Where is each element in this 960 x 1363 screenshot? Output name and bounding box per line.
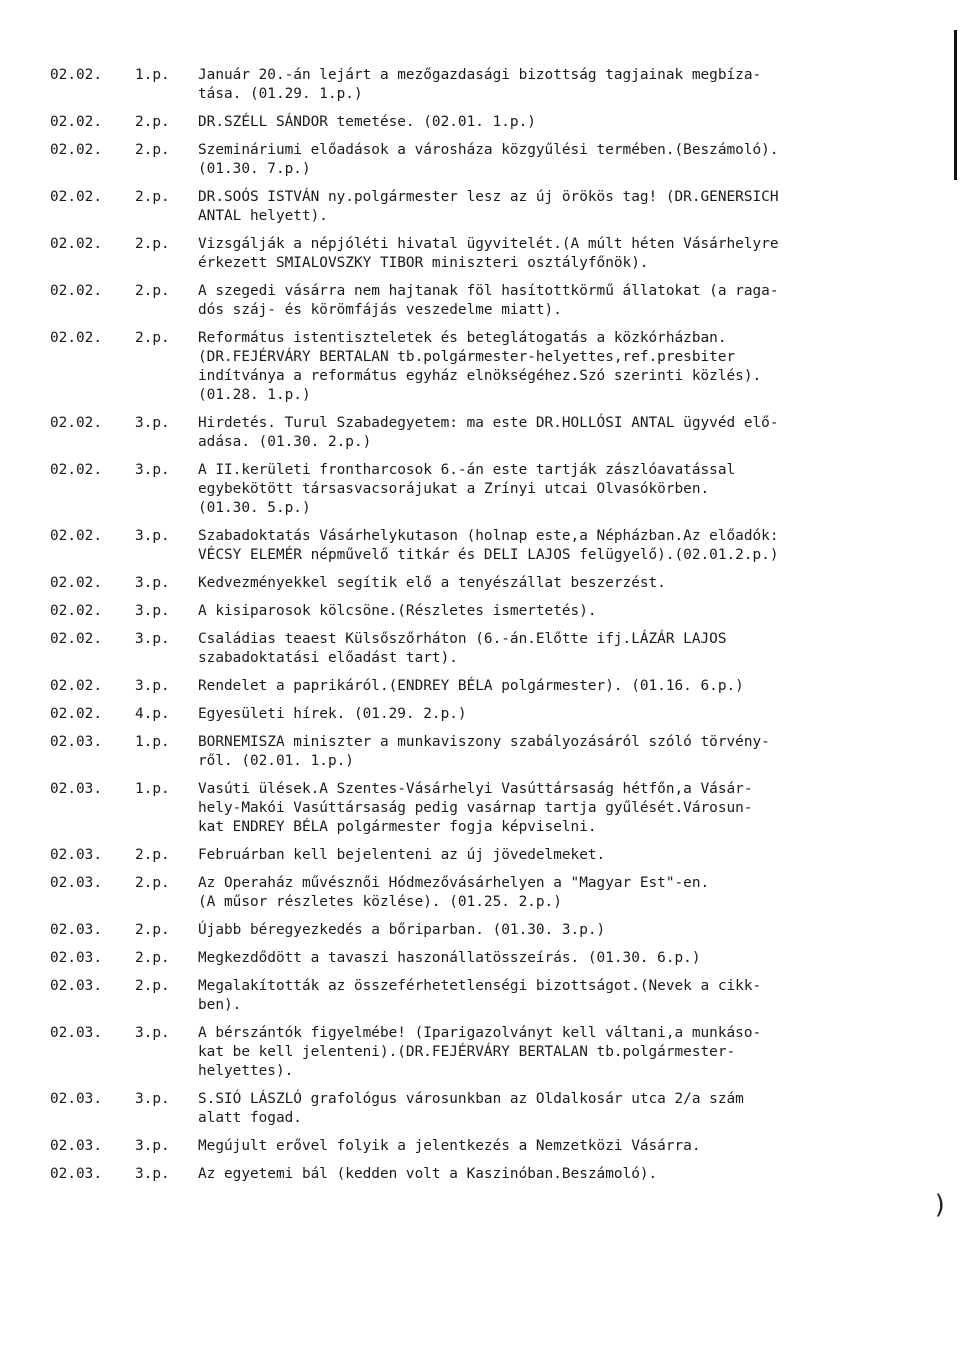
list-item	[50, 780, 940, 837]
entry-page: 1.p.	[135, 734, 170, 750]
entry-date: 02.03.	[50, 734, 102, 750]
list-item	[50, 602, 940, 621]
entry-list	[50, 66, 940, 1193]
entry-text: Egyesületi hírek. (01.29. 2.p.)	[198, 706, 467, 722]
entry-page: 2.p.	[135, 189, 170, 205]
entry-text: Szabadoktatás Vásárhelykutason (holnap este,a Népházban.Az előadók: VÉCSY ELEMÉR népművelő titkár és DELI LAJOS felügyelő).(02.01.2.p.)	[198, 528, 779, 563]
entry-date: 02.02.	[50, 462, 102, 478]
entry-date: 02.03.	[50, 922, 102, 938]
entry-page: 4.p.	[135, 706, 170, 722]
entry-date: 02.03.	[50, 1166, 102, 1182]
entry-page: 3.p.	[135, 631, 170, 647]
entry-date: 02.02.	[50, 528, 102, 544]
entry-date: 02.02.	[50, 330, 102, 346]
list-item	[50, 329, 940, 405]
entry-page: 2.p.	[135, 847, 170, 863]
list-item	[50, 282, 940, 320]
entry-page: 2.p.	[135, 950, 170, 966]
list-item	[50, 733, 940, 771]
entry-page: 3.p.	[135, 1025, 170, 1041]
list-item	[50, 141, 940, 179]
entry-date: 02.02.	[50, 236, 102, 252]
list-item	[50, 630, 940, 668]
entry-date: 02.03.	[50, 1138, 102, 1154]
list-item	[50, 235, 940, 273]
entry-page: 2.p.	[135, 114, 170, 130]
list-item	[50, 414, 940, 452]
list-item	[50, 921, 940, 940]
entry-text: Kedvezményekkel segítik elő a tenyészállat beszerzést.	[198, 575, 666, 591]
entry-page: 3.p.	[135, 528, 170, 544]
entry-page: 3.p.	[135, 1138, 170, 1154]
entry-date: 02.03.	[50, 950, 102, 966]
entry-text: Újabb béregyezkedés a bőriparban. (01.30. 3.p.)	[198, 922, 606, 938]
entry-date: 02.03.	[50, 1091, 102, 1107]
list-item	[50, 1165, 940, 1184]
entry-text: Megújult erővel folyik a jelentkezés a Nemzetközi Vásárra.	[198, 1138, 701, 1154]
list-item	[50, 705, 940, 724]
entry-text: DR.SOÓS ISTVÁN ny.polgármester lesz az új örökös tag! (DR.GENERSICH ANTAL helyett).	[198, 189, 779, 224]
entry-text: BORNEMISZA miniszter a munkaviszony szabályozásáról szóló törvény- ről. (02.01. 1.p.)	[198, 734, 770, 769]
entry-page: 2.p.	[135, 978, 170, 994]
entry-page: 1.p.	[135, 67, 170, 83]
entry-text: Az egyetemi bál (kedden volt a Kaszinóban.Beszámoló).	[198, 1166, 658, 1182]
list-item	[50, 1090, 940, 1128]
list-item	[50, 977, 940, 1015]
entry-date: 02.02.	[50, 415, 102, 431]
entry-page: 1.p.	[135, 781, 170, 797]
scan-edge-line	[954, 30, 957, 180]
entry-page: 2.p.	[135, 236, 170, 252]
list-item	[50, 874, 940, 912]
entry-date: 02.03.	[50, 875, 102, 891]
list-item	[50, 527, 940, 565]
entry-text: Vizsgálják a népjóléti hivatal ügyvitelét.(A múlt héten Vásárhelyre érkezett SMIALOVSZKY TIBOR miniszteri osztályfőnök).	[198, 236, 779, 271]
entry-text: A szegedi vásárra nem hajtanak föl hasítottkörmű állatokat (a raga- dós száj- és körömfájás veszedelme miatt).	[198, 283, 779, 318]
entry-text: Rendelet a paprikáról.(ENDREY BÉLA polgármester). (01.16. 6.p.)	[198, 678, 744, 694]
entry-text: A II.kerületi frontharcosok 6.-án este tartják zászlóavatással egybekötött társasvacsorájukat a Zrínyi utcai Olvasókörben. (01.30. 5.p.)	[198, 462, 736, 516]
entry-text: A bérszántók figyelmébe! (Iparigazolványt kell váltani,a munkáso- kat be kell jelenteni).(DR.FEJÉRVÁRY BERTALAN tb.polgármester- helyettes).	[198, 1025, 762, 1079]
entry-text: Református istentiszteletek és beteglátogatás a közkórházban. (DR.FEJÉRVÁRY BERTALAN tb.polgármester-helyettes,ref.presbiter indítványa a református egyház elnökségéhez.Szó szerinti közlés). (01.28. 1.p.)	[198, 330, 762, 403]
entry-page: 2.p.	[135, 922, 170, 938]
entry-date: 02.02.	[50, 575, 102, 591]
entry-text: Családias teaest Külsőszőrháton (6.-án.Előtte ifj.LÁZÁR LAJOS szabadoktatási előadást tart).	[198, 631, 727, 666]
list-item	[50, 949, 940, 968]
entry-page: 2.p.	[135, 875, 170, 891]
entry-text: Az Operaház művésznői Hódmezővásárhelyen a "Magyar Est"-en. (A műsor részletes közlése). (01.25. 2.p.)	[198, 875, 710, 910]
list-item	[50, 574, 940, 593]
entry-date: 02.03.	[50, 847, 102, 863]
entry-date: 02.02.	[50, 67, 102, 83]
entry-page: 3.p.	[135, 1166, 170, 1182]
entry-text: Megalakították az összeférhetetlenségi bizottságot.(Nevek a cikk- ben).	[198, 978, 762, 1013]
list-item	[50, 846, 940, 865]
entry-page: 3.p.	[135, 1091, 170, 1107]
list-item	[50, 677, 940, 696]
entry-date: 02.02.	[50, 142, 102, 158]
entry-date: 02.03.	[50, 978, 102, 994]
entry-page: 3.p.	[135, 415, 170, 431]
list-item	[50, 1137, 940, 1156]
entry-date: 02.02.	[50, 631, 102, 647]
entry-page: 3.p.	[135, 603, 170, 619]
entry-text: Megkezdődött a tavaszi haszonállatösszeírás. (01.30. 6.p.)	[198, 950, 701, 966]
entry-page: 2.p.	[135, 330, 170, 346]
entry-page: 2.p.	[135, 142, 170, 158]
entry-text: Hirdetés. Turul Szabadegyetem: ma este DR.HOLLÓSI ANTAL ügyvéd elő- adása. (01.30. 2.p.)	[198, 415, 779, 450]
entry-text: A kisiparosok kölcsöne.(Részletes ismertetés).	[198, 603, 597, 619]
entry-text: DR.SZÉLL SÁNDOR temetése. (02.01. 1.p.)	[198, 114, 536, 130]
entry-date: 02.02.	[50, 603, 102, 619]
entry-text: Szemináriumi előadások a városháza közgyűlési termében.(Beszámoló). (01.30. 7.p.)	[198, 142, 779, 177]
list-item	[50, 113, 940, 132]
list-item	[50, 66, 940, 104]
entry-date: 02.03.	[50, 1025, 102, 1041]
entry-date: 02.02.	[50, 706, 102, 722]
margin-bracket-mark: )	[932, 1190, 948, 1220]
entry-date: 02.02.	[50, 114, 102, 130]
list-item	[50, 461, 940, 518]
list-item	[50, 1024, 940, 1081]
entry-page: 3.p.	[135, 462, 170, 478]
entry-text: Februárban kell bejelenteni az új jövedelmeket.	[198, 847, 606, 863]
entry-text: Január 20.-án lejárt a mezőgazdasági bizottság tagjainak megbíza- tása. (01.29. 1.p.)	[198, 67, 762, 102]
entry-page: 2.p.	[135, 283, 170, 299]
entry-page: 3.p.	[135, 575, 170, 591]
entry-date: 02.02.	[50, 283, 102, 299]
entry-date: 02.02.	[50, 678, 102, 694]
entry-text: Vasúti ülések.A Szentes-Vásárhelyi Vasúttársaság hétfőn,a Vásár- hely-Makói Vasúttársaság pedig vasárnap tartja gyűlését.Városun- kat ENDREY BÉLA polgármester fogja képviselni.	[198, 781, 753, 835]
entry-date: 02.03.	[50, 781, 102, 797]
entry-date: 02.02.	[50, 189, 102, 205]
entry-text: S.SIÓ LÁSZLÓ grafológus városunkban az Oldalkosár utca 2/a szám alatt fogad.	[198, 1091, 744, 1126]
list-item	[50, 188, 940, 226]
entry-page: 3.p.	[135, 678, 170, 694]
